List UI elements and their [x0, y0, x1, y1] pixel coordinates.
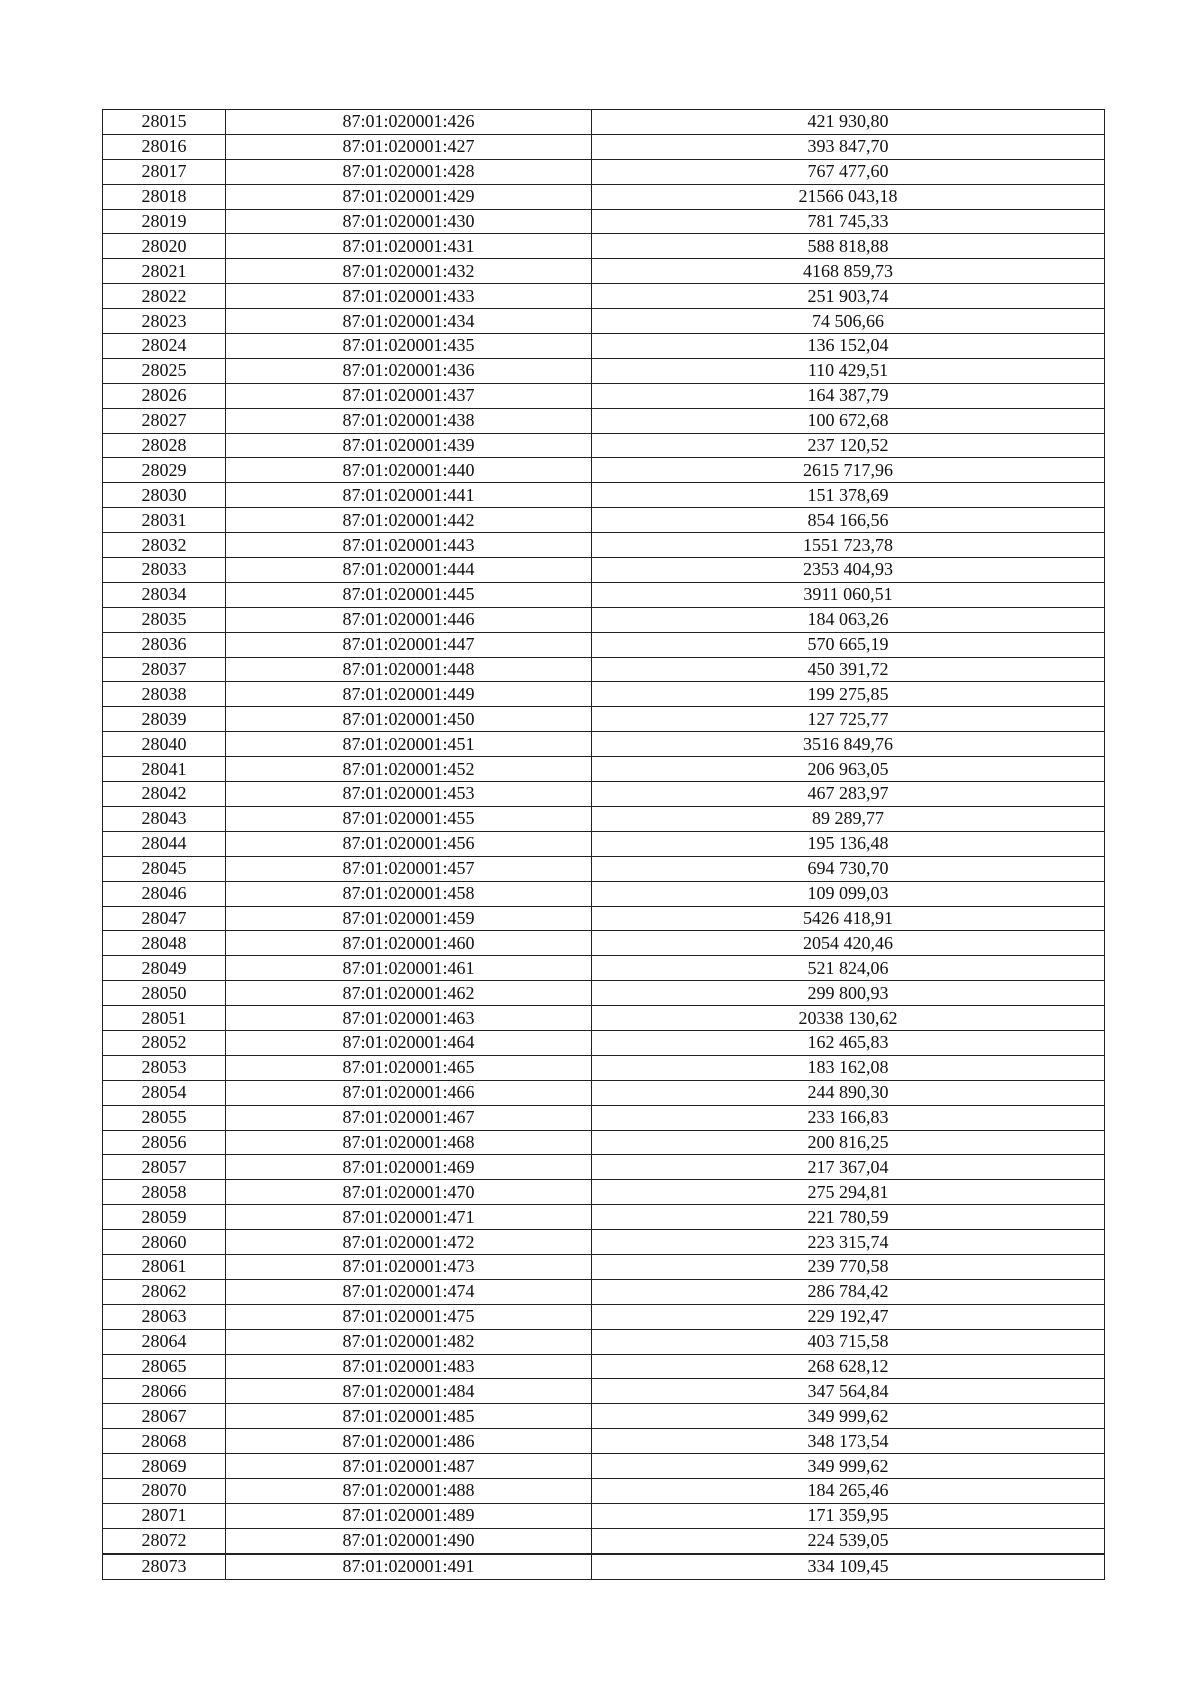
cadastral-value-cell: 286 784,42 [592, 1279, 1105, 1304]
table-row [103, 632, 1105, 657]
table-row [103, 1354, 1105, 1379]
cadastral-number-cell: 87:01:020001:459 [226, 906, 592, 931]
row-number-cell: 28034 [103, 582, 226, 607]
cadastral-value-cell: 171 359,95 [592, 1503, 1105, 1528]
cadastral-value-cell: 164 387,79 [592, 383, 1105, 408]
table-row [103, 408, 1105, 433]
table-row [103, 1230, 1105, 1255]
cadastral-number-cell: 87:01:020001:482 [226, 1329, 592, 1354]
row-number-cell: 28069 [103, 1454, 226, 1479]
cadastral-value-cell: 127 725,77 [592, 707, 1105, 732]
row-number-cell: 28054 [103, 1080, 226, 1105]
table-row [103, 134, 1105, 159]
cadastral-number-cell: 87:01:020001:449 [226, 682, 592, 707]
cadastral-value-cell: 21566 043,18 [592, 184, 1105, 209]
table-row [103, 533, 1105, 558]
cadastral-value-cell: 233 166,83 [592, 1105, 1105, 1130]
table-row [103, 1205, 1105, 1230]
cadastral-number-cell: 87:01:020001:442 [226, 508, 592, 533]
table-row [103, 184, 1105, 209]
table-row [103, 1304, 1105, 1329]
cadastral-value-cell: 421 930,80 [592, 110, 1105, 135]
table-row [103, 110, 1105, 135]
cadastral-number-cell: 87:01:020001:483 [226, 1354, 592, 1379]
cadastral-number-cell: 87:01:020001:433 [226, 284, 592, 309]
row-number-cell: 28048 [103, 931, 226, 956]
row-number-cell: 28050 [103, 981, 226, 1006]
cadastral-value-cell: 450 391,72 [592, 657, 1105, 682]
row-number-cell: 28032 [103, 533, 226, 558]
cadastral-number-cell: 87:01:020001:432 [226, 259, 592, 284]
table-row [103, 1329, 1105, 1354]
table-row [103, 757, 1105, 782]
cadastral-value-cell: 1551 723,78 [592, 533, 1105, 558]
row-number-cell: 28026 [103, 383, 226, 408]
table-row [103, 358, 1105, 383]
cadastral-number-cell: 87:01:020001:457 [226, 856, 592, 881]
row-number-cell: 28066 [103, 1379, 226, 1404]
cadastral-number-cell: 87:01:020001:456 [226, 831, 592, 856]
row-number-cell: 28052 [103, 1030, 226, 1055]
row-number-cell: 28015 [103, 110, 226, 135]
cadastral-number-cell: 87:01:020001:446 [226, 607, 592, 632]
cadastral-value-table [102, 109, 1105, 1580]
cadastral-number-cell: 87:01:020001:465 [226, 1055, 592, 1080]
row-number-cell: 28053 [103, 1055, 226, 1080]
table-row [103, 732, 1105, 757]
cadastral-value-cell: 151 378,69 [592, 483, 1105, 508]
cadastral-value-cell: 2054 420,46 [592, 931, 1105, 956]
cadastral-number-cell: 87:01:020001:466 [226, 1080, 592, 1105]
cadastral-number-cell: 87:01:020001:490 [226, 1528, 592, 1553]
table-body [103, 110, 1105, 1580]
row-number-cell: 28073 [103, 1554, 226, 1579]
row-number-cell: 28037 [103, 657, 226, 682]
row-number-cell: 28027 [103, 408, 226, 433]
cadastral-value-cell: 229 192,47 [592, 1304, 1105, 1329]
row-number-cell: 28062 [103, 1279, 226, 1304]
cadastral-number-cell: 87:01:020001:451 [226, 732, 592, 757]
row-number-cell: 28024 [103, 334, 226, 359]
cadastral-value-cell: 223 315,74 [592, 1230, 1105, 1255]
table-row [103, 856, 1105, 881]
table-row [103, 806, 1105, 831]
table-row [103, 1429, 1105, 1454]
table-row [103, 831, 1105, 856]
cadastral-value-cell: 195 136,48 [592, 831, 1105, 856]
cadastral-number-cell: 87:01:020001:440 [226, 458, 592, 483]
table-row [103, 1503, 1105, 1528]
cadastral-number-cell: 87:01:020001:439 [226, 433, 592, 458]
cadastral-number-cell: 87:01:020001:436 [226, 358, 592, 383]
table-row [103, 259, 1105, 284]
cadastral-number-cell: 87:01:020001:467 [226, 1105, 592, 1130]
cadastral-value-cell: 199 275,85 [592, 682, 1105, 707]
table-row [103, 956, 1105, 981]
cadastral-number-cell: 87:01:020001:430 [226, 209, 592, 234]
table-row [103, 508, 1105, 533]
table-row [103, 1254, 1105, 1279]
table-row [103, 1528, 1105, 1553]
cadastral-number-cell: 87:01:020001:464 [226, 1030, 592, 1055]
cadastral-value-cell: 694 730,70 [592, 856, 1105, 881]
row-number-cell: 28020 [103, 234, 226, 259]
row-number-cell: 28049 [103, 956, 226, 981]
cadastral-value-cell: 20338 130,62 [592, 1006, 1105, 1031]
row-number-cell: 28064 [103, 1329, 226, 1354]
row-number-cell: 28039 [103, 707, 226, 732]
table-row [103, 458, 1105, 483]
table-row [103, 707, 1105, 732]
cadastral-number-cell: 87:01:020001:474 [226, 1279, 592, 1304]
table-row [103, 1006, 1105, 1031]
row-number-cell: 28033 [103, 558, 226, 583]
cadastral-number-cell: 87:01:020001:463 [226, 1006, 592, 1031]
row-number-cell: 28061 [103, 1254, 226, 1279]
cadastral-number-cell: 87:01:020001:458 [226, 881, 592, 906]
row-number-cell: 28055 [103, 1105, 226, 1130]
table-row [103, 1279, 1105, 1304]
row-number-cell: 28068 [103, 1429, 226, 1454]
row-number-cell: 28022 [103, 284, 226, 309]
row-number-cell: 28056 [103, 1130, 226, 1155]
table-row [103, 682, 1105, 707]
table-row [103, 1055, 1105, 1080]
table-row [103, 209, 1105, 234]
row-number-cell: 28029 [103, 458, 226, 483]
cadastral-value-cell: 200 816,25 [592, 1130, 1105, 1155]
cadastral-value-cell: 268 628,12 [592, 1354, 1105, 1379]
table-row [103, 383, 1105, 408]
cadastral-value-cell: 109 099,03 [592, 881, 1105, 906]
cadastral-value-cell: 467 283,97 [592, 782, 1105, 807]
cadastral-number-cell: 87:01:020001:428 [226, 159, 592, 184]
table-row [103, 657, 1105, 682]
cadastral-value-cell: 162 465,83 [592, 1030, 1105, 1055]
cadastral-number-cell: 87:01:020001:437 [226, 383, 592, 408]
row-number-cell: 28044 [103, 831, 226, 856]
cadastral-number-cell: 87:01:020001:462 [226, 981, 592, 1006]
cadastral-number-cell: 87:01:020001:431 [226, 234, 592, 259]
cadastral-number-cell: 87:01:020001:470 [226, 1180, 592, 1205]
table-row [103, 1105, 1105, 1130]
cadastral-number-cell: 87:01:020001:441 [226, 483, 592, 508]
row-number-cell: 28036 [103, 632, 226, 657]
cadastral-number-cell: 87:01:020001:434 [226, 309, 592, 334]
cadastral-value-cell: 110 429,51 [592, 358, 1105, 383]
row-number-cell: 28023 [103, 309, 226, 334]
cadastral-value-cell: 521 824,06 [592, 956, 1105, 981]
row-number-cell: 28031 [103, 508, 226, 533]
cadastral-number-cell: 87:01:020001:427 [226, 134, 592, 159]
cadastral-value-cell: 854 166,56 [592, 508, 1105, 533]
cadastral-value-cell: 244 890,30 [592, 1080, 1105, 1105]
cadastral-value-cell: 348 173,54 [592, 1429, 1105, 1454]
row-number-cell: 28025 [103, 358, 226, 383]
cadastral-number-cell: 87:01:020001:472 [226, 1230, 592, 1255]
cadastral-number-cell: 87:01:020001:455 [226, 806, 592, 831]
table-row [103, 1404, 1105, 1429]
table-row [103, 1080, 1105, 1105]
table-row [103, 1180, 1105, 1205]
cadastral-number-cell: 87:01:020001:491 [226, 1554, 592, 1579]
row-number-cell: 28067 [103, 1404, 226, 1429]
cadastral-value-cell: 767 477,60 [592, 159, 1105, 184]
table-row [103, 159, 1105, 184]
cadastral-number-cell: 87:01:020001:435 [226, 334, 592, 359]
table-row [103, 906, 1105, 931]
cadastral-number-cell: 87:01:020001:426 [226, 110, 592, 135]
row-number-cell: 28070 [103, 1478, 226, 1503]
row-number-cell: 28016 [103, 134, 226, 159]
cadastral-value-cell: 570 665,19 [592, 632, 1105, 657]
cadastral-value-cell: 239 770,58 [592, 1254, 1105, 1279]
cadastral-number-cell: 87:01:020001:488 [226, 1478, 592, 1503]
cadastral-number-cell: 87:01:020001:489 [226, 1503, 592, 1528]
cadastral-value-cell: 347 564,84 [592, 1379, 1105, 1404]
row-number-cell: 28041 [103, 757, 226, 782]
cadastral-number-cell: 87:01:020001:452 [226, 757, 592, 782]
table-row [103, 1130, 1105, 1155]
cadastral-value-cell: 206 963,05 [592, 757, 1105, 782]
cadastral-value-cell: 781 745,33 [592, 209, 1105, 234]
cadastral-value-cell: 334 109,45 [592, 1554, 1105, 1579]
cadastral-value-cell: 184 063,26 [592, 607, 1105, 632]
row-number-cell: 28059 [103, 1205, 226, 1230]
table-row [103, 1030, 1105, 1055]
table-row [103, 284, 1105, 309]
table-row [103, 607, 1105, 632]
table-row [103, 582, 1105, 607]
cadastral-number-cell: 87:01:020001:487 [226, 1454, 592, 1479]
table-row [103, 1554, 1105, 1579]
cadastral-value-cell: 136 152,04 [592, 334, 1105, 359]
cadastral-value-cell: 275 294,81 [592, 1180, 1105, 1205]
table-row [103, 782, 1105, 807]
row-number-cell: 28042 [103, 782, 226, 807]
cadastral-value-cell: 349 999,62 [592, 1454, 1105, 1479]
row-number-cell: 28060 [103, 1230, 226, 1255]
cadastral-number-cell: 87:01:020001:471 [226, 1205, 592, 1230]
table-row [103, 334, 1105, 359]
row-number-cell: 28057 [103, 1155, 226, 1180]
cadastral-number-cell: 87:01:020001:460 [226, 931, 592, 956]
row-number-cell: 28018 [103, 184, 226, 209]
row-number-cell: 28063 [103, 1304, 226, 1329]
table-row [103, 1155, 1105, 1180]
cadastral-value-cell: 588 818,88 [592, 234, 1105, 259]
cadastral-number-cell: 87:01:020001:469 [226, 1155, 592, 1180]
cadastral-number-cell: 87:01:020001:438 [226, 408, 592, 433]
cadastral-number-cell: 87:01:020001:443 [226, 533, 592, 558]
table-row [103, 234, 1105, 259]
cadastral-value-cell: 184 265,46 [592, 1478, 1105, 1503]
cadastral-value-cell: 3516 849,76 [592, 732, 1105, 757]
cadastral-number-cell: 87:01:020001:453 [226, 782, 592, 807]
cadastral-number-cell: 87:01:020001:448 [226, 657, 592, 682]
cadastral-number-cell: 87:01:020001:484 [226, 1379, 592, 1404]
row-number-cell: 28051 [103, 1006, 226, 1031]
cadastral-value-cell: 393 847,70 [592, 134, 1105, 159]
cadastral-value-cell: 74 506,66 [592, 309, 1105, 334]
table-row [103, 1478, 1105, 1503]
row-number-cell: 28072 [103, 1528, 226, 1553]
row-number-cell: 28045 [103, 856, 226, 881]
cadastral-number-cell: 87:01:020001:461 [226, 956, 592, 981]
cadastral-value-cell: 221 780,59 [592, 1205, 1105, 1230]
cadastral-number-cell: 87:01:020001:429 [226, 184, 592, 209]
cadastral-value-cell: 251 903,74 [592, 284, 1105, 309]
table-row [103, 558, 1105, 583]
row-number-cell: 28058 [103, 1180, 226, 1205]
row-number-cell: 28021 [103, 259, 226, 284]
cadastral-value-cell: 403 715,58 [592, 1329, 1105, 1354]
table-row [103, 1454, 1105, 1479]
row-number-cell: 28038 [103, 682, 226, 707]
row-number-cell: 28035 [103, 607, 226, 632]
table-row [103, 1379, 1105, 1404]
cadastral-number-cell: 87:01:020001:447 [226, 632, 592, 657]
cadastral-number-cell: 87:01:020001:445 [226, 582, 592, 607]
cadastral-number-cell: 87:01:020001:468 [226, 1130, 592, 1155]
row-number-cell: 28046 [103, 881, 226, 906]
row-number-cell: 28028 [103, 433, 226, 458]
cadastral-value-cell: 224 539,05 [592, 1528, 1105, 1553]
row-number-cell: 28071 [103, 1503, 226, 1528]
table-row [103, 981, 1105, 1006]
cadastral-number-cell: 87:01:020001:473 [226, 1254, 592, 1279]
row-number-cell: 28017 [103, 159, 226, 184]
table-row [103, 931, 1105, 956]
cadastral-value-cell: 237 120,52 [592, 433, 1105, 458]
row-number-cell: 28065 [103, 1354, 226, 1379]
cadastral-value-cell: 2353 404,93 [592, 558, 1105, 583]
cadastral-number-cell: 87:01:020001:450 [226, 707, 592, 732]
row-number-cell: 28019 [103, 209, 226, 234]
cadastral-number-cell: 87:01:020001:444 [226, 558, 592, 583]
cadastral-value-cell: 4168 859,73 [592, 259, 1105, 284]
cadastral-value-cell: 3911 060,51 [592, 582, 1105, 607]
cadastral-number-cell: 87:01:020001:475 [226, 1304, 592, 1329]
cadastral-value-cell: 89 289,77 [592, 806, 1105, 831]
table-row [103, 433, 1105, 458]
cadastral-value-cell: 349 999,62 [592, 1404, 1105, 1429]
table-row [103, 483, 1105, 508]
row-number-cell: 28030 [103, 483, 226, 508]
cadastral-value-cell: 5426 418,91 [592, 906, 1105, 931]
cadastral-value-cell: 217 367,04 [592, 1155, 1105, 1180]
cadastral-number-cell: 87:01:020001:485 [226, 1404, 592, 1429]
cadastral-value-cell: 183 162,08 [592, 1055, 1105, 1080]
row-number-cell: 28043 [103, 806, 226, 831]
cadastral-value-cell: 299 800,93 [592, 981, 1105, 1006]
cadastral-value-cell: 2615 717,96 [592, 458, 1105, 483]
cadastral-value-cell: 100 672,68 [592, 408, 1105, 433]
cadastral-number-cell: 87:01:020001:486 [226, 1429, 592, 1454]
row-number-cell: 28040 [103, 732, 226, 757]
row-number-cell: 28047 [103, 906, 226, 931]
table-row [103, 309, 1105, 334]
table-row [103, 881, 1105, 906]
